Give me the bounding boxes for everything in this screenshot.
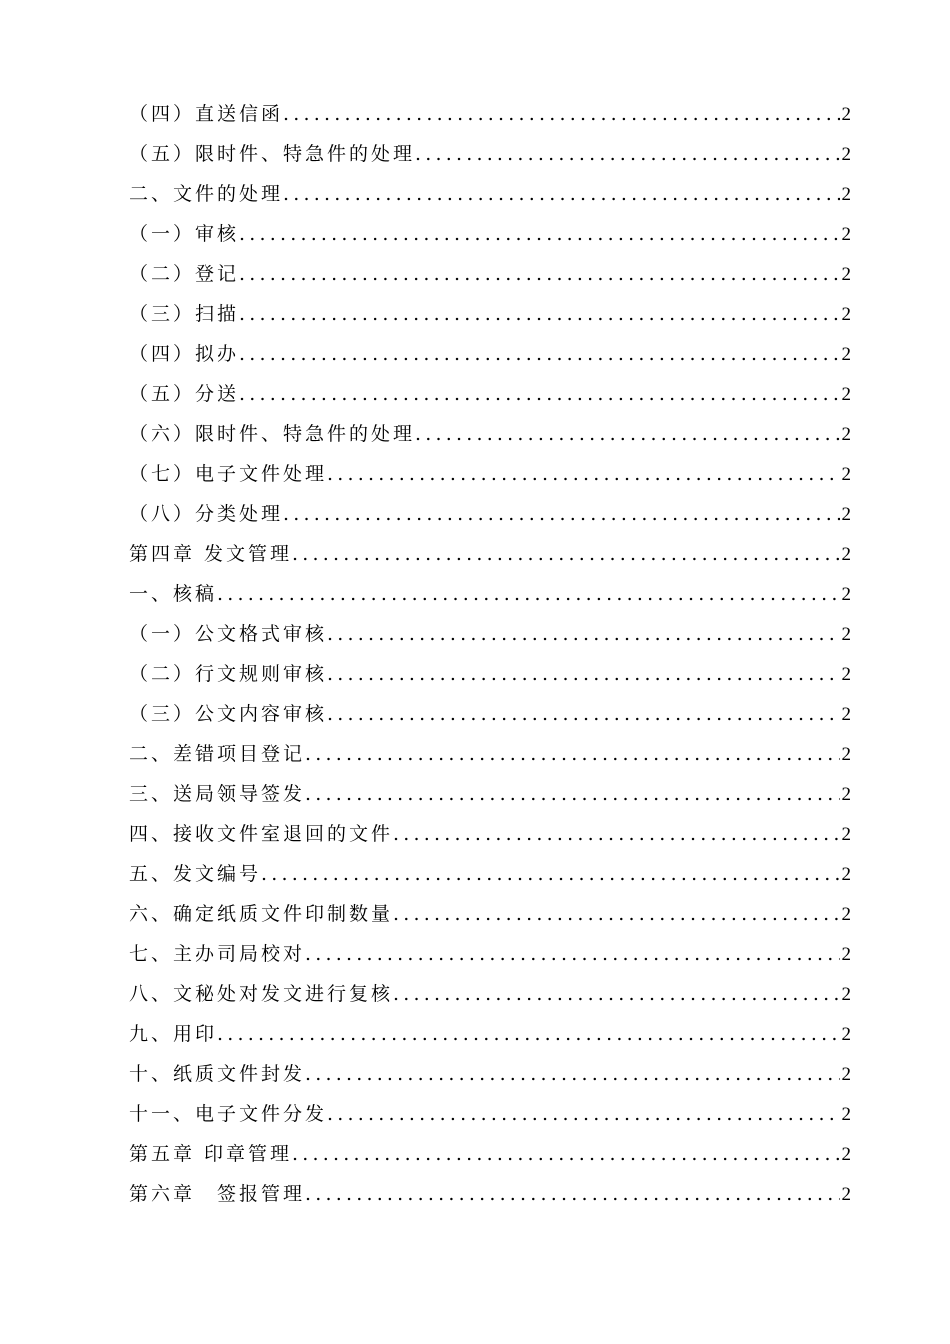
toc-dot-leader bbox=[292, 534, 839, 574]
toc-entry-title: 二、差错项目登记 bbox=[129, 743, 306, 765]
toc-entry[interactable] bbox=[129, 1134, 851, 1174]
toc-page-number: 2 bbox=[841, 464, 851, 485]
toc-dot-leader bbox=[239, 294, 839, 334]
toc-dot-leader bbox=[327, 454, 839, 494]
toc-entry-title: （四）直送信函 bbox=[129, 103, 284, 125]
toc-entry[interactable] bbox=[129, 694, 851, 734]
toc-page-number: 2 bbox=[841, 144, 851, 165]
toc-entry[interactable] bbox=[129, 894, 851, 934]
toc-entry[interactable] bbox=[129, 1014, 851, 1054]
toc-dot-leader bbox=[393, 894, 839, 934]
toc-entry[interactable] bbox=[129, 174, 851, 214]
toc-entry-title: （一）公文格式审核 bbox=[129, 623, 328, 645]
toc-page-number: 2 bbox=[841, 824, 851, 845]
toc-page-number: 2 bbox=[841, 744, 851, 765]
toc-dot-leader bbox=[283, 94, 839, 134]
toc-dot-leader bbox=[305, 1174, 839, 1214]
toc-page-number: 2 bbox=[841, 984, 851, 1005]
toc-entry-title: （八）分类处理 bbox=[129, 503, 284, 525]
toc-entry[interactable] bbox=[129, 534, 851, 574]
toc-entry[interactable] bbox=[129, 494, 851, 534]
toc-dot-leader bbox=[393, 814, 839, 854]
toc-entry-title: 九、用印 bbox=[129, 1023, 218, 1045]
toc-page-number: 2 bbox=[841, 544, 851, 565]
toc-entry[interactable] bbox=[129, 254, 851, 294]
toc-dot-leader bbox=[217, 1014, 839, 1054]
toc-entry-title: 第四章 发文管理 bbox=[129, 543, 293, 565]
toc-page-number: 2 bbox=[841, 224, 851, 245]
toc-dot-leader bbox=[239, 334, 839, 374]
toc-entry[interactable] bbox=[129, 134, 851, 174]
toc-entry[interactable] bbox=[129, 774, 851, 814]
toc-dot-leader bbox=[239, 214, 839, 254]
toc-page-number: 2 bbox=[841, 864, 851, 885]
toc-dot-leader bbox=[327, 654, 839, 694]
toc-dot-leader bbox=[283, 494, 839, 534]
toc-entry[interactable] bbox=[129, 814, 851, 854]
toc-dot-leader bbox=[305, 774, 839, 814]
toc-page-number: 2 bbox=[841, 504, 851, 525]
toc-page-number: 2 bbox=[841, 184, 851, 205]
toc-entry[interactable] bbox=[129, 614, 851, 654]
toc-page-number: 2 bbox=[841, 624, 851, 645]
toc-entry-title: 一、核稿 bbox=[129, 583, 218, 605]
toc-entry-title: 四、接收文件室退回的文件 bbox=[129, 823, 394, 845]
toc-entry[interactable] bbox=[129, 94, 851, 134]
toc-entry[interactable] bbox=[129, 1054, 851, 1094]
toc-entry-title: 十、纸质文件封发 bbox=[129, 1063, 306, 1085]
toc-entry-title: 八、文秘处对发文进行复核 bbox=[129, 983, 394, 1005]
toc-entry[interactable] bbox=[129, 654, 851, 694]
toc-dot-leader bbox=[415, 414, 839, 454]
toc-entry[interactable] bbox=[129, 414, 851, 454]
toc-entry[interactable] bbox=[129, 374, 851, 414]
toc-page-number: 2 bbox=[841, 584, 851, 605]
toc-dot-leader bbox=[261, 854, 839, 894]
toc-page-number: 2 bbox=[841, 904, 851, 925]
toc-entry-title: 七、主办司局校对 bbox=[129, 943, 306, 965]
toc-entry[interactable] bbox=[129, 214, 851, 254]
toc-entry-title: （六）限时件、特急件的处理 bbox=[129, 423, 416, 445]
toc-page-number: 2 bbox=[841, 344, 851, 365]
toc-entry-title: 五、发文编号 bbox=[129, 863, 262, 885]
toc-dot-leader bbox=[305, 1054, 839, 1094]
toc-entry-title: 二、文件的处理 bbox=[129, 183, 284, 205]
toc-page-number: 2 bbox=[841, 1104, 851, 1125]
toc-entry[interactable] bbox=[129, 334, 851, 374]
toc-entry[interactable] bbox=[129, 1094, 851, 1134]
toc-dot-leader bbox=[283, 174, 839, 214]
toc-entry-title: （二）行文规则审核 bbox=[129, 663, 328, 685]
toc-page-number: 2 bbox=[841, 1144, 851, 1165]
toc-entry-title: 第五章 印章管理 bbox=[129, 1143, 293, 1165]
toc-page-number: 2 bbox=[841, 424, 851, 445]
toc-entry-title: （五）限时件、特急件的处理 bbox=[129, 143, 416, 165]
toc-page-number: 2 bbox=[841, 1064, 851, 1085]
toc-dot-leader bbox=[292, 1134, 839, 1174]
toc-entry[interactable] bbox=[129, 574, 851, 614]
toc-page-number: 2 bbox=[841, 304, 851, 325]
toc-entry[interactable] bbox=[129, 454, 851, 494]
toc-dot-leader bbox=[239, 254, 839, 294]
toc-entry[interactable] bbox=[129, 934, 851, 974]
toc-page-number: 2 bbox=[841, 784, 851, 805]
toc-entry-title: （三）扫描 bbox=[129, 303, 240, 325]
toc-entry-title: （三）公文内容审核 bbox=[129, 703, 328, 725]
toc-entry-title: （七）电子文件处理 bbox=[129, 463, 328, 485]
toc-dot-leader bbox=[415, 134, 839, 174]
toc-page-number: 2 bbox=[841, 384, 851, 405]
toc-entry[interactable] bbox=[129, 974, 851, 1014]
toc-entry-title: 第六章 签报管理 bbox=[129, 1183, 306, 1205]
toc-dot-leader bbox=[239, 374, 839, 414]
toc-entry-title: （一）审核 bbox=[129, 223, 240, 245]
toc-page-number: 2 bbox=[841, 1024, 851, 1045]
toc-page-number: 2 bbox=[841, 664, 851, 685]
toc-dot-leader bbox=[393, 974, 839, 1014]
toc-dot-leader bbox=[327, 1094, 839, 1134]
toc-entry-title: 三、送局领导签发 bbox=[129, 783, 306, 805]
toc-entry-title: 十一、电子文件分发 bbox=[129, 1103, 328, 1125]
table-of-contents bbox=[129, 94, 851, 1214]
toc-page-number: 2 bbox=[841, 104, 851, 125]
toc-entry[interactable] bbox=[129, 294, 851, 334]
toc-entry[interactable] bbox=[129, 854, 851, 894]
toc-dot-leader bbox=[305, 734, 839, 774]
toc-dot-leader bbox=[305, 934, 839, 974]
toc-dot-leader bbox=[217, 574, 839, 614]
toc-entry-title: （二）登记 bbox=[129, 263, 240, 285]
toc-dot-leader bbox=[327, 694, 839, 734]
toc-page-number: 2 bbox=[841, 944, 851, 965]
toc-page-number: 2 bbox=[841, 704, 851, 725]
toc-entry-title: （五）分送 bbox=[129, 383, 240, 405]
toc-dot-leader bbox=[327, 614, 839, 654]
toc-entry-title: （四）拟办 bbox=[129, 343, 240, 365]
toc-entry[interactable] bbox=[129, 734, 851, 774]
toc-entry-title: 六、确定纸质文件印制数量 bbox=[129, 903, 394, 925]
toc-page-number: 2 bbox=[841, 1184, 851, 1205]
toc-entry[interactable] bbox=[129, 1174, 851, 1214]
toc-page-number: 2 bbox=[841, 264, 851, 285]
